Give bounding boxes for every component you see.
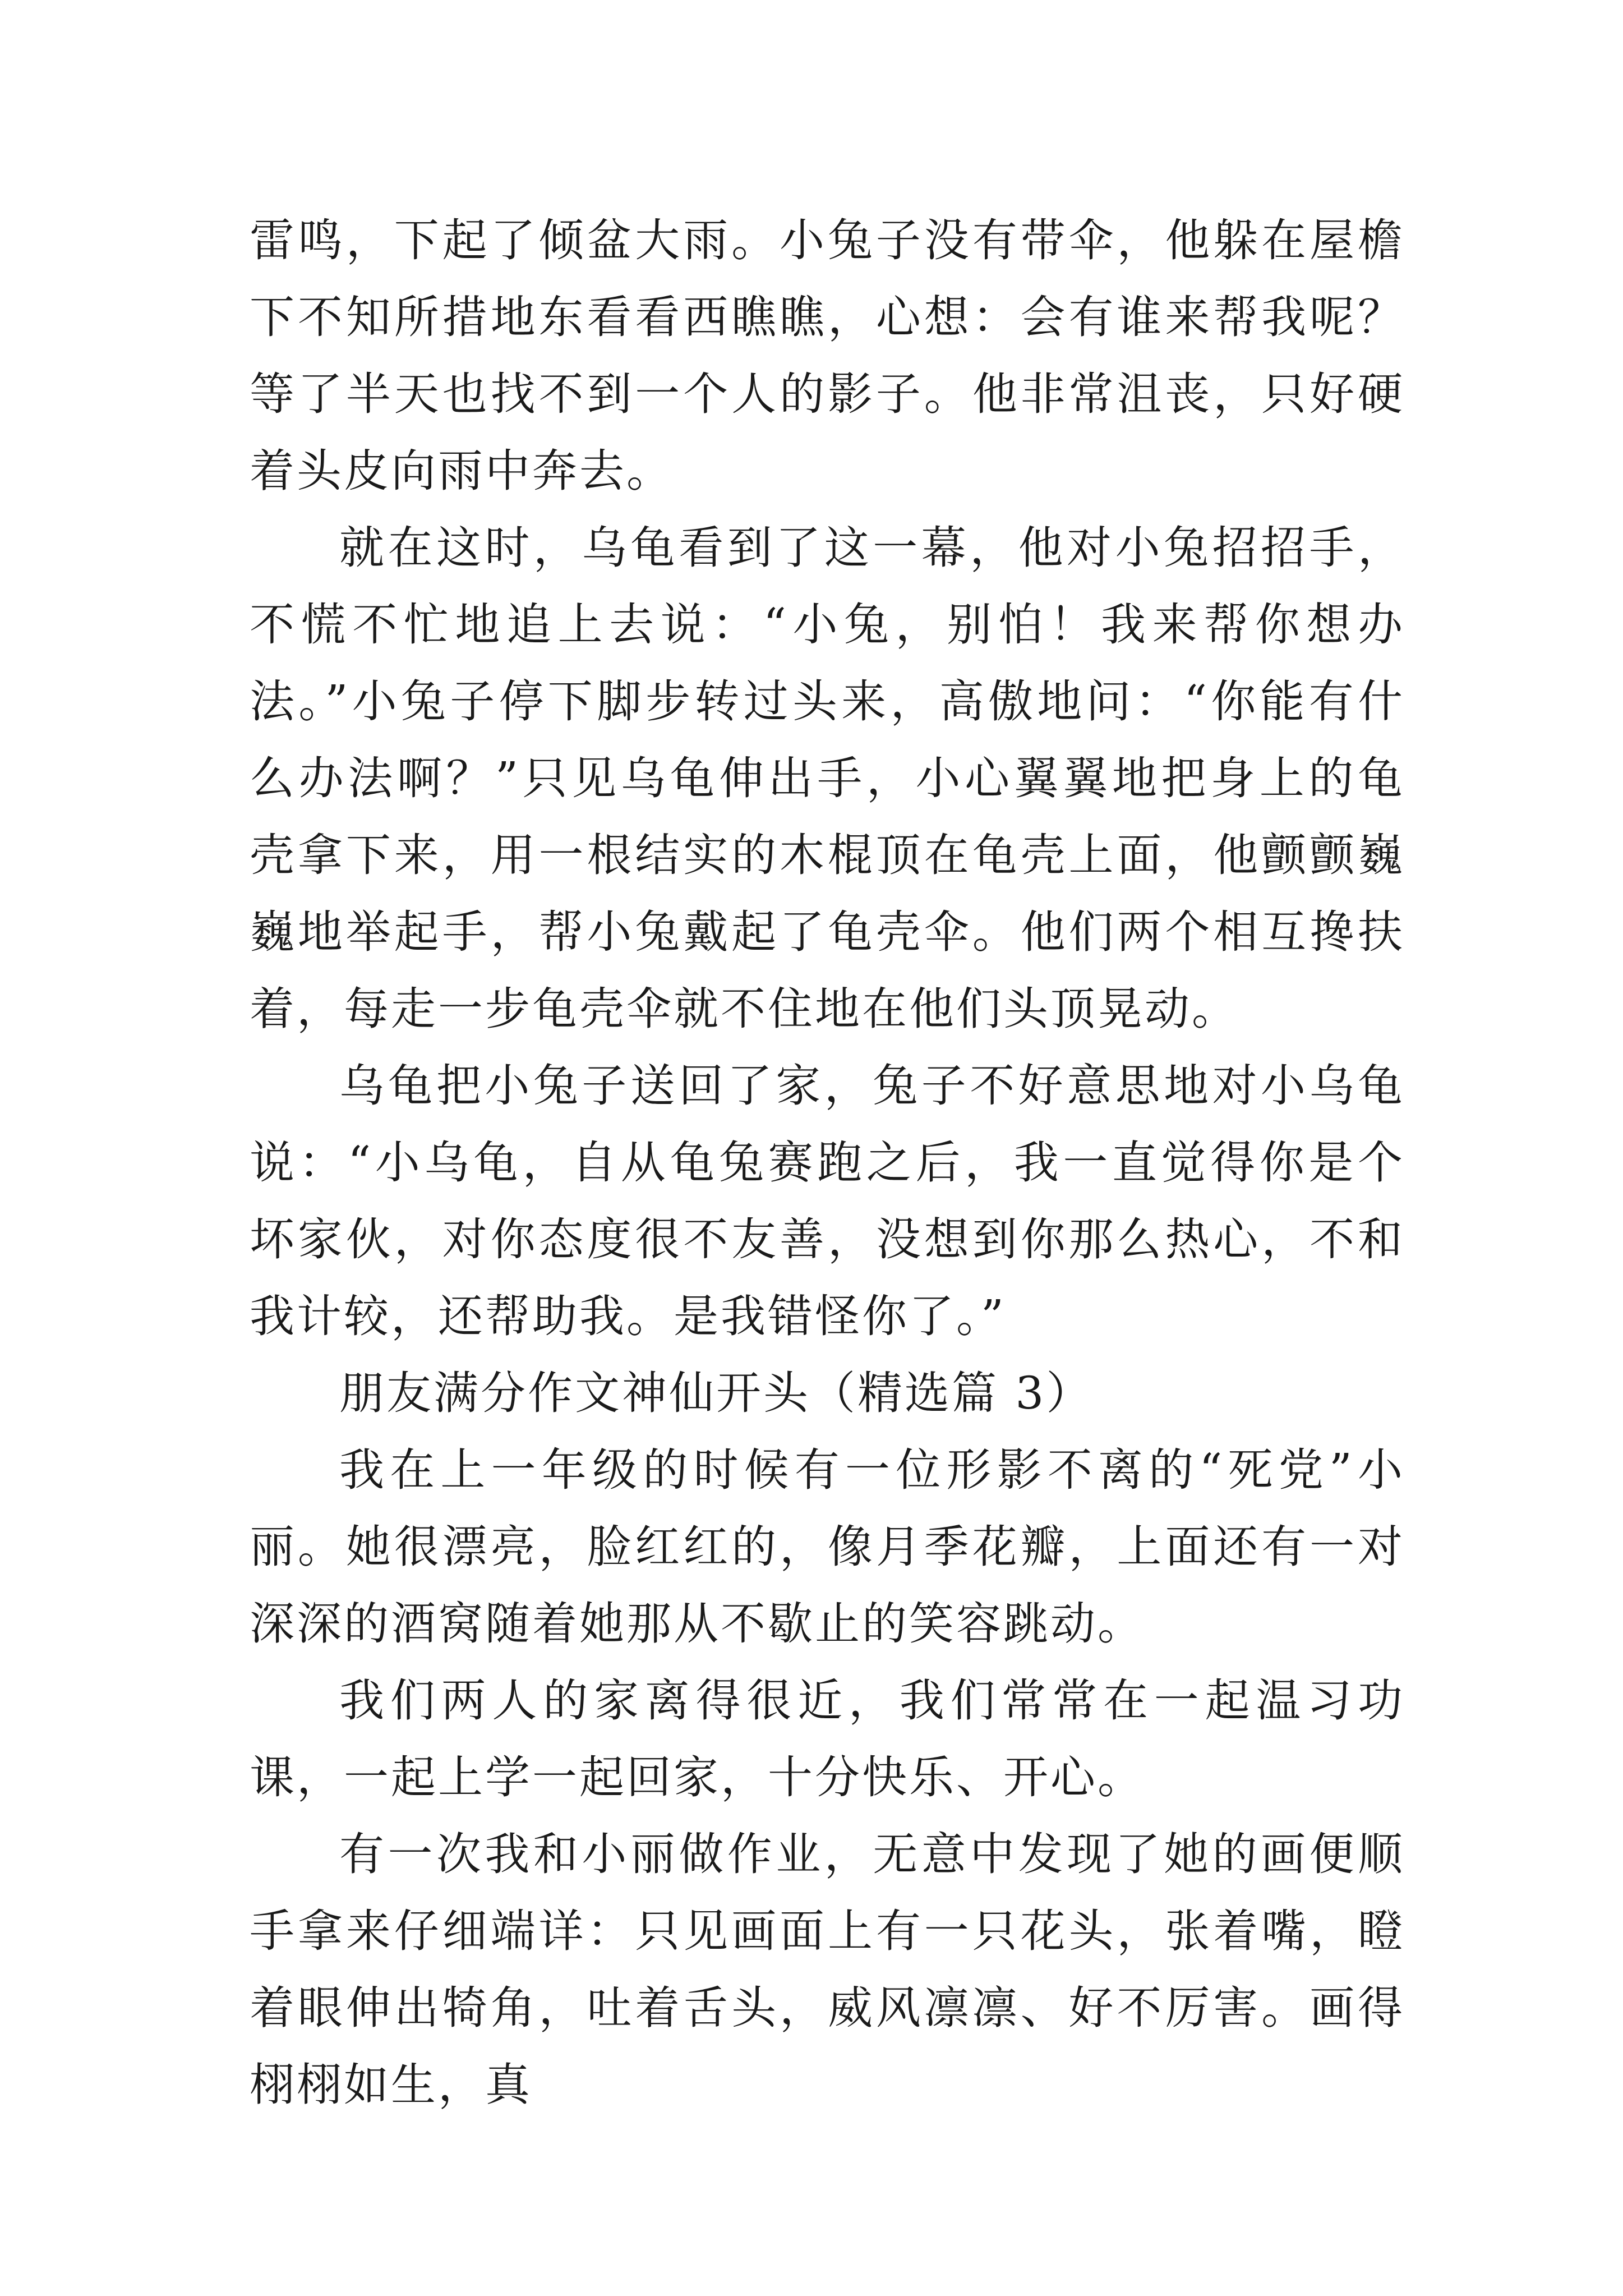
paragraph-5: 我们两人的家离得很近，我们常常在一起温习功课，一起上学一起回家，十分快乐、开心。 [250,1674,1405,1803]
section-heading: 朋友满分作文神仙开头（精选篇 3） [339,1367,1094,1419]
paragraph-6: 有一次我和小丽做作业，无意中发现了她的画便顺手拿来仔细端详：只见画面上有一只花头，张着嘴，瞪着眼伸出犄角，吐着舌头，威风凛凛、好不厉害。画得栩栩如生，真 [250,1828,1405,2111]
paragraph-4: 我在上一年级的时候有一位形影不离的“死党”小丽。她很漂亮，脸红红的，像月季花瓣，上面还有一对深深的酒窝随着她那从不歇止的笑容跳动。 [250,1444,1405,1650]
paragraph-3: 乌龟把小兔子送回了家，兔子不好意思地对小乌龟说：“小乌龟，自从龟兔赛跑之后，我一直觉得你是个坏家伙，对你态度很不友善，没想到你那么热心，不和我计较，还帮助我。是我错怪你了。” [250,1060,1405,1342]
paragraph-2: 就在这时，乌龟看到了这一幕，他对小兔招招手，不慌不忙地追上去说：“小兔，别怕！我来帮你想办法。”小兔子停下脚步转过头来，高傲地问：“你能有什么办法啊？”只见乌龟伸出手，小心翼翼地把身上的龟壳拿下来，用一根结实的木棍顶在龟壳上面，他颤颤巍巍地举起手，帮小兔戴起了龟壳伞。他们两个相互搀扶着，每走一步龟壳伞就不住地在他们头顶晃动。 [250,522,1405,1035]
paragraph-1: 雷鸣，下起了倾盆大雨。小兔子没有带伞，他躲在屋檐下不知所措地东看看西瞧瞧，心想：会有谁来帮我呢？等了半天也找不到一个人的影子。他非常沮丧，只好硬着头皮向雨中奔去。 [250,214,1405,497]
document-body [250,202,1405,2123]
